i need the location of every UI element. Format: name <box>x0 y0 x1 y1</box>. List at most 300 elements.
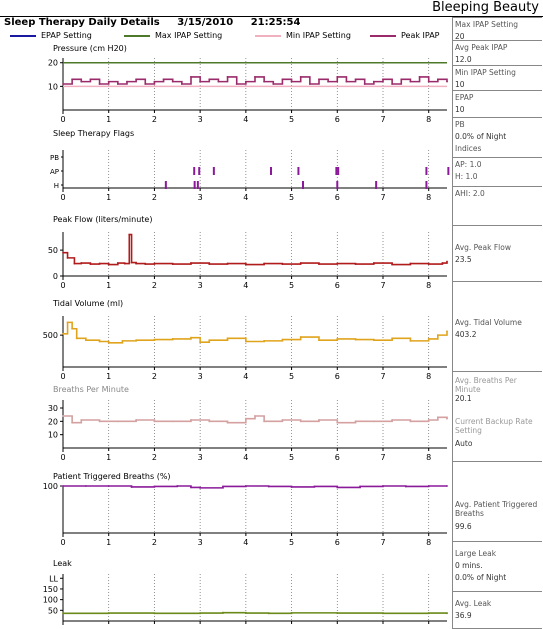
data-point <box>391 419 393 421</box>
data-point <box>446 81 448 83</box>
large-leak-pct: 0.0% of Night <box>455 573 507 582</box>
x-tick-label: 4 <box>243 453 249 462</box>
data-point <box>336 76 338 78</box>
data-point <box>154 420 156 422</box>
data-point <box>163 78 165 80</box>
legend-label: Peak IPAP <box>401 31 440 40</box>
data-point <box>90 263 92 265</box>
x-tick-label: 0 <box>60 115 66 124</box>
epap-value: 10 <box>455 105 465 114</box>
data-point <box>227 422 229 424</box>
x-tick-label: 4 <box>243 281 249 290</box>
data-point <box>222 486 224 488</box>
data-point <box>268 486 270 488</box>
data-point <box>131 486 133 488</box>
series-line-patient-triggered-breaths <box>63 486 447 488</box>
x-tick-label: 1 <box>106 372 112 381</box>
x-tick-label: 1 <box>106 193 112 202</box>
data-point <box>245 81 247 83</box>
data-point <box>122 340 124 342</box>
x-tick-label: 1 <box>106 453 112 462</box>
x-tick-label: 7 <box>380 193 386 202</box>
data-point <box>382 78 384 80</box>
flag-mark-h <box>165 181 167 189</box>
x-tick-label: 7 <box>380 115 386 124</box>
x-tick-label: 5 <box>289 453 295 462</box>
data-point <box>336 487 338 489</box>
data-point <box>373 339 375 341</box>
series-line-breaths-per-minute <box>63 416 447 423</box>
data-point <box>128 234 130 236</box>
x-tick-label: 7 <box>380 281 386 290</box>
data-point <box>428 612 430 614</box>
data-point <box>373 420 375 422</box>
x-tick-label: 3 <box>197 453 203 462</box>
data-point <box>144 83 146 85</box>
data-point <box>282 263 284 265</box>
data-point <box>373 262 375 264</box>
legend-label: EPAP Setting <box>41 31 92 40</box>
data-point <box>108 485 110 487</box>
data-point <box>373 81 375 83</box>
data-point <box>355 78 357 80</box>
y-tick-label: 20 <box>47 417 58 427</box>
data-point <box>410 263 412 265</box>
x-tick-label: 5 <box>289 281 295 290</box>
data-point <box>172 81 174 83</box>
flag-mark-h <box>197 181 199 189</box>
x-tick-label: 6 <box>334 538 340 547</box>
data-point <box>355 420 357 422</box>
data-point <box>227 337 229 339</box>
x-tick-label: 2 <box>151 372 157 381</box>
x-tick-label: 3 <box>197 538 203 547</box>
data-point <box>282 339 284 341</box>
flag-mark-h <box>194 181 196 189</box>
data-point <box>135 339 137 341</box>
legend-label: Min IPAP Setting <box>286 31 351 40</box>
y-tick-label: 100 <box>42 482 58 491</box>
x-tick-label: 8 <box>426 115 432 124</box>
series-line-peak-ipap <box>63 77 447 84</box>
data-point <box>318 78 320 80</box>
avg-peak-flow-value: 23.5 <box>455 255 472 264</box>
data-point <box>446 261 448 263</box>
h-index: H: 1.0 <box>455 172 478 181</box>
data-point <box>437 334 439 336</box>
y-tick-label: LL <box>49 574 58 584</box>
x-tick-label: 8 <box>426 453 432 462</box>
y-tick-label: H <box>53 182 59 190</box>
data-point <box>382 485 384 487</box>
data-point <box>154 339 156 341</box>
chart-panel-4 <box>48 385 448 462</box>
ahi-index: AHI: 2.0 <box>455 189 485 198</box>
x-tick-label: 3 <box>197 193 203 202</box>
chart-panel-1 <box>50 129 449 202</box>
data-point <box>437 416 439 418</box>
x-tick-label: 5 <box>289 115 295 124</box>
data-point <box>300 336 302 338</box>
flag-mark-ap <box>425 167 427 175</box>
report-title: Sleep Therapy Daily Details <box>4 17 160 28</box>
chart-title: Leak <box>53 559 72 568</box>
data-point <box>90 78 92 80</box>
data-point <box>199 487 201 489</box>
data-point <box>62 415 64 417</box>
x-tick-label: 0 <box>60 453 66 462</box>
data-point <box>318 339 320 341</box>
data-point <box>245 341 247 343</box>
legend-label: Max IPAP Setting <box>155 31 223 40</box>
data-point <box>117 83 119 85</box>
x-tick-label: 8 <box>426 372 432 381</box>
data-point <box>446 485 448 487</box>
flag-mark-h <box>336 181 338 189</box>
chart-title: Breaths Per Minute <box>53 385 129 394</box>
data-point <box>67 257 69 259</box>
x-tick-label: 8 <box>426 538 432 547</box>
x-tick-label: 1 <box>106 281 112 290</box>
data-point <box>222 612 224 614</box>
flag-mark-ap <box>447 167 449 175</box>
x-tick-label: 0 <box>60 538 66 547</box>
data-point <box>190 337 192 339</box>
data-point <box>405 486 407 488</box>
x-tick-label: 3 <box>197 115 203 124</box>
data-point <box>71 328 73 330</box>
data-point <box>126 81 128 83</box>
x-tick-label: 4 <box>243 372 249 381</box>
data-point <box>108 612 110 614</box>
data-point <box>108 342 110 344</box>
data-point <box>208 420 210 422</box>
data-point <box>410 81 412 83</box>
data-point <box>263 263 265 265</box>
data-point <box>282 419 284 421</box>
x-tick-label: 8 <box>426 281 432 290</box>
avg-peak-ipap-label: Avg Peak IPAP <box>455 43 508 52</box>
data-point <box>245 418 247 420</box>
x-tick-label: 3 <box>197 372 203 381</box>
y-tick-label: 50 <box>47 246 58 256</box>
series-line-peak-flow <box>63 235 447 265</box>
data-point <box>135 419 137 421</box>
data-point <box>71 78 73 80</box>
data-point <box>108 81 110 83</box>
flag-mark-ap <box>297 167 299 175</box>
flag-mark-ap <box>198 167 200 175</box>
x-tick-label: 2 <box>151 453 157 462</box>
indices-label: Indices <box>455 144 482 153</box>
stats-panel <box>452 17 542 629</box>
flag-mark-h <box>375 181 377 189</box>
data-point <box>263 420 265 422</box>
data-point <box>71 422 73 424</box>
data-point <box>218 81 220 83</box>
x-tick-label: 2 <box>151 193 157 202</box>
data-point <box>227 76 229 78</box>
data-point <box>85 339 87 341</box>
x-tick-label: 5 <box>289 372 295 381</box>
data-point <box>154 486 156 488</box>
data-point <box>62 485 64 487</box>
flag-mark-h <box>302 181 304 189</box>
data-point <box>400 78 402 80</box>
max-ipap-label: Max IPAP Setting <box>455 20 519 29</box>
data-point <box>99 420 101 422</box>
data-point <box>208 78 210 80</box>
report-time: 21:25:54 <box>250 17 301 28</box>
data-point <box>263 340 265 342</box>
min-ipap-label: Min IPAP Setting <box>455 68 516 77</box>
data-point <box>254 415 256 417</box>
data-point <box>99 83 101 85</box>
series-line-tidal-volume <box>63 322 447 342</box>
data-point <box>190 487 192 489</box>
data-point <box>300 420 302 422</box>
data-point <box>199 81 201 83</box>
pb-value: 0.0% of Night <box>455 132 507 141</box>
data-point <box>428 81 430 83</box>
data-point <box>428 419 430 421</box>
x-tick-label: 4 <box>243 115 249 124</box>
avg-tidal-label: Avg. Tidal Volume <box>455 318 522 327</box>
y-tick-label: 50 <box>47 606 58 616</box>
data-point <box>291 486 293 488</box>
x-tick-label: 7 <box>380 372 386 381</box>
x-tick-label: 0 <box>60 281 66 290</box>
x-tick-label: 2 <box>151 538 157 547</box>
data-point <box>300 76 302 78</box>
y-tick-label: 500 <box>42 331 58 341</box>
data-point <box>336 263 338 265</box>
pb-label: PB <box>455 120 465 129</box>
chart-panel-5 <box>43 472 448 547</box>
data-point <box>382 612 384 614</box>
y-tick-label: 10 <box>47 82 58 92</box>
chart-title: Tidal Volume (ml) <box>53 299 124 308</box>
data-point <box>176 485 178 487</box>
data-point <box>446 612 448 614</box>
flag-mark-ap <box>337 167 339 175</box>
data-point <box>236 83 238 85</box>
y-tick-label: 10 <box>47 430 58 440</box>
data-point <box>391 337 393 339</box>
data-point <box>74 263 76 265</box>
flag-mark-h <box>425 181 427 189</box>
chart-title: Pressure (cm H20) <box>53 44 127 53</box>
chart-panel-3 <box>43 299 448 381</box>
data-point <box>245 612 247 614</box>
data-point <box>117 262 119 264</box>
data-point <box>131 262 133 264</box>
data-point <box>437 78 439 80</box>
data-point <box>291 81 293 83</box>
data-point <box>391 83 393 85</box>
data-point <box>318 419 320 421</box>
x-tick-label: 1 <box>106 115 112 124</box>
backup-rate-value: Auto <box>455 439 473 448</box>
data-point <box>428 485 430 487</box>
data-point <box>227 263 229 265</box>
chart-panel-2 <box>48 215 448 290</box>
data-point <box>154 612 156 614</box>
data-point <box>80 419 82 421</box>
data-point <box>85 485 87 487</box>
data-point <box>359 486 361 488</box>
data-point <box>80 262 82 264</box>
y-tick-label: 0 <box>52 272 58 281</box>
data-point <box>410 420 412 422</box>
data-point <box>172 263 174 265</box>
data-point <box>154 263 156 265</box>
chart-title: Patient Triggered Breaths (%) <box>53 472 171 481</box>
y-tick-label: 150 <box>42 584 58 594</box>
data-point <box>208 263 210 265</box>
flag-mark-ap <box>270 167 272 175</box>
x-tick-label: 2 <box>151 281 157 290</box>
x-tick-label: 6 <box>334 193 340 202</box>
data-point <box>154 81 156 83</box>
data-point <box>181 83 183 85</box>
data-point <box>282 78 284 80</box>
data-point <box>62 83 64 85</box>
avg-peak-ipap-value: 12.0 <box>455 55 472 64</box>
app-title: Bleeping Beauty <box>432 0 539 15</box>
y-tick-label: 100 <box>42 595 58 605</box>
x-tick-label: 6 <box>334 372 340 381</box>
avg-bpm-value: 20.1 <box>455 394 472 403</box>
max-ipap-value: 20 <box>455 32 465 41</box>
backup-rate-label: Current Backup Rate Setting <box>455 417 533 435</box>
x-tick-label: 6 <box>334 281 340 290</box>
data-point <box>336 612 338 614</box>
data-point <box>318 263 320 265</box>
data-point <box>135 263 137 265</box>
data-point <box>199 612 201 614</box>
data-point <box>263 81 265 83</box>
data-point <box>355 263 357 265</box>
data-point <box>327 81 329 83</box>
data-point <box>62 333 64 335</box>
data-point <box>309 83 311 85</box>
avg-ptb-label: Avg. Patient Triggered Breaths <box>455 500 538 518</box>
epap-label: EPAP <box>455 93 474 102</box>
x-tick-label: 6 <box>334 453 340 462</box>
chart-panel-6 <box>43 559 448 626</box>
data-point <box>172 338 174 340</box>
x-tick-label: 4 <box>243 193 249 202</box>
data-point <box>76 337 78 339</box>
data-point <box>208 339 210 341</box>
data-point <box>190 262 192 264</box>
y-tick-label: 20 <box>47 58 58 68</box>
y-tick-label: AP <box>49 168 59 176</box>
large-leak-label: Large Leak <box>455 549 497 558</box>
data-point <box>446 418 448 420</box>
data-point <box>135 78 137 80</box>
flag-mark-ap <box>213 167 215 175</box>
report-date: 3/15/2010 <box>177 17 234 28</box>
data-point <box>428 263 430 265</box>
data-point <box>172 420 174 422</box>
data-point <box>62 612 64 614</box>
data-point <box>99 263 101 265</box>
data-point <box>355 339 357 341</box>
data-point <box>346 81 348 83</box>
y-tick-label: PB <box>49 154 59 162</box>
x-tick-label: 0 <box>60 372 66 381</box>
data-point <box>419 76 421 78</box>
avg-ptb-value: 99.6 <box>455 522 472 531</box>
data-point <box>67 321 69 323</box>
x-tick-label: 3 <box>197 281 203 290</box>
data-point <box>428 338 430 340</box>
data-point <box>410 340 412 342</box>
data-point <box>108 264 110 266</box>
data-point <box>336 422 338 424</box>
min-ipap-value: 10 <box>455 80 465 89</box>
chart-panel-0 <box>48 44 448 124</box>
data-point <box>199 341 201 343</box>
x-tick-label: 1 <box>106 538 112 547</box>
series-line-leak <box>63 613 447 614</box>
data-point <box>364 83 366 85</box>
x-tick-label: 2 <box>151 115 157 124</box>
data-point <box>190 76 192 78</box>
data-point <box>245 485 247 487</box>
flag-mark-ap <box>193 167 195 175</box>
data-point <box>272 83 274 85</box>
data-point <box>62 252 64 254</box>
chart-title: Peak Flow (liters/minute) <box>53 215 153 224</box>
x-tick-label: 7 <box>380 453 386 462</box>
avg-peak-flow-label: Avg. Peak Flow <box>455 243 511 252</box>
chart-title: Sleep Therapy Flags <box>53 129 135 138</box>
data-point <box>245 264 247 266</box>
large-leak-mins: 0 mins. <box>455 561 483 570</box>
data-point <box>99 341 101 343</box>
data-point <box>391 264 393 266</box>
flag-mark-ap <box>335 167 337 175</box>
data-point <box>314 486 316 488</box>
x-tick-label: 6 <box>334 115 340 124</box>
y-tick-label: 30 <box>47 404 58 413</box>
data-point <box>190 419 192 421</box>
x-tick-label: 4 <box>243 538 249 547</box>
data-point <box>268 612 270 614</box>
data-point <box>117 420 119 422</box>
data-point <box>80 81 82 83</box>
data-point <box>144 263 146 265</box>
x-tick-label: 5 <box>289 193 295 202</box>
avg-leak-label: Avg. Leak <box>455 599 492 608</box>
avg-bpm-label: Avg. Breaths Per Minute <box>455 376 517 394</box>
ap-index: AP: 1.0 <box>455 160 482 169</box>
data-point <box>336 338 338 340</box>
x-tick-label: 0 <box>60 193 66 202</box>
data-point <box>442 262 444 264</box>
data-point <box>124 263 126 265</box>
x-tick-label: 5 <box>289 538 295 547</box>
data-point <box>446 330 448 332</box>
data-point <box>254 76 256 78</box>
data-point <box>300 262 302 264</box>
data-point <box>291 612 293 614</box>
x-tick-label: 7 <box>380 538 386 547</box>
x-tick-label: 8 <box>426 193 432 202</box>
